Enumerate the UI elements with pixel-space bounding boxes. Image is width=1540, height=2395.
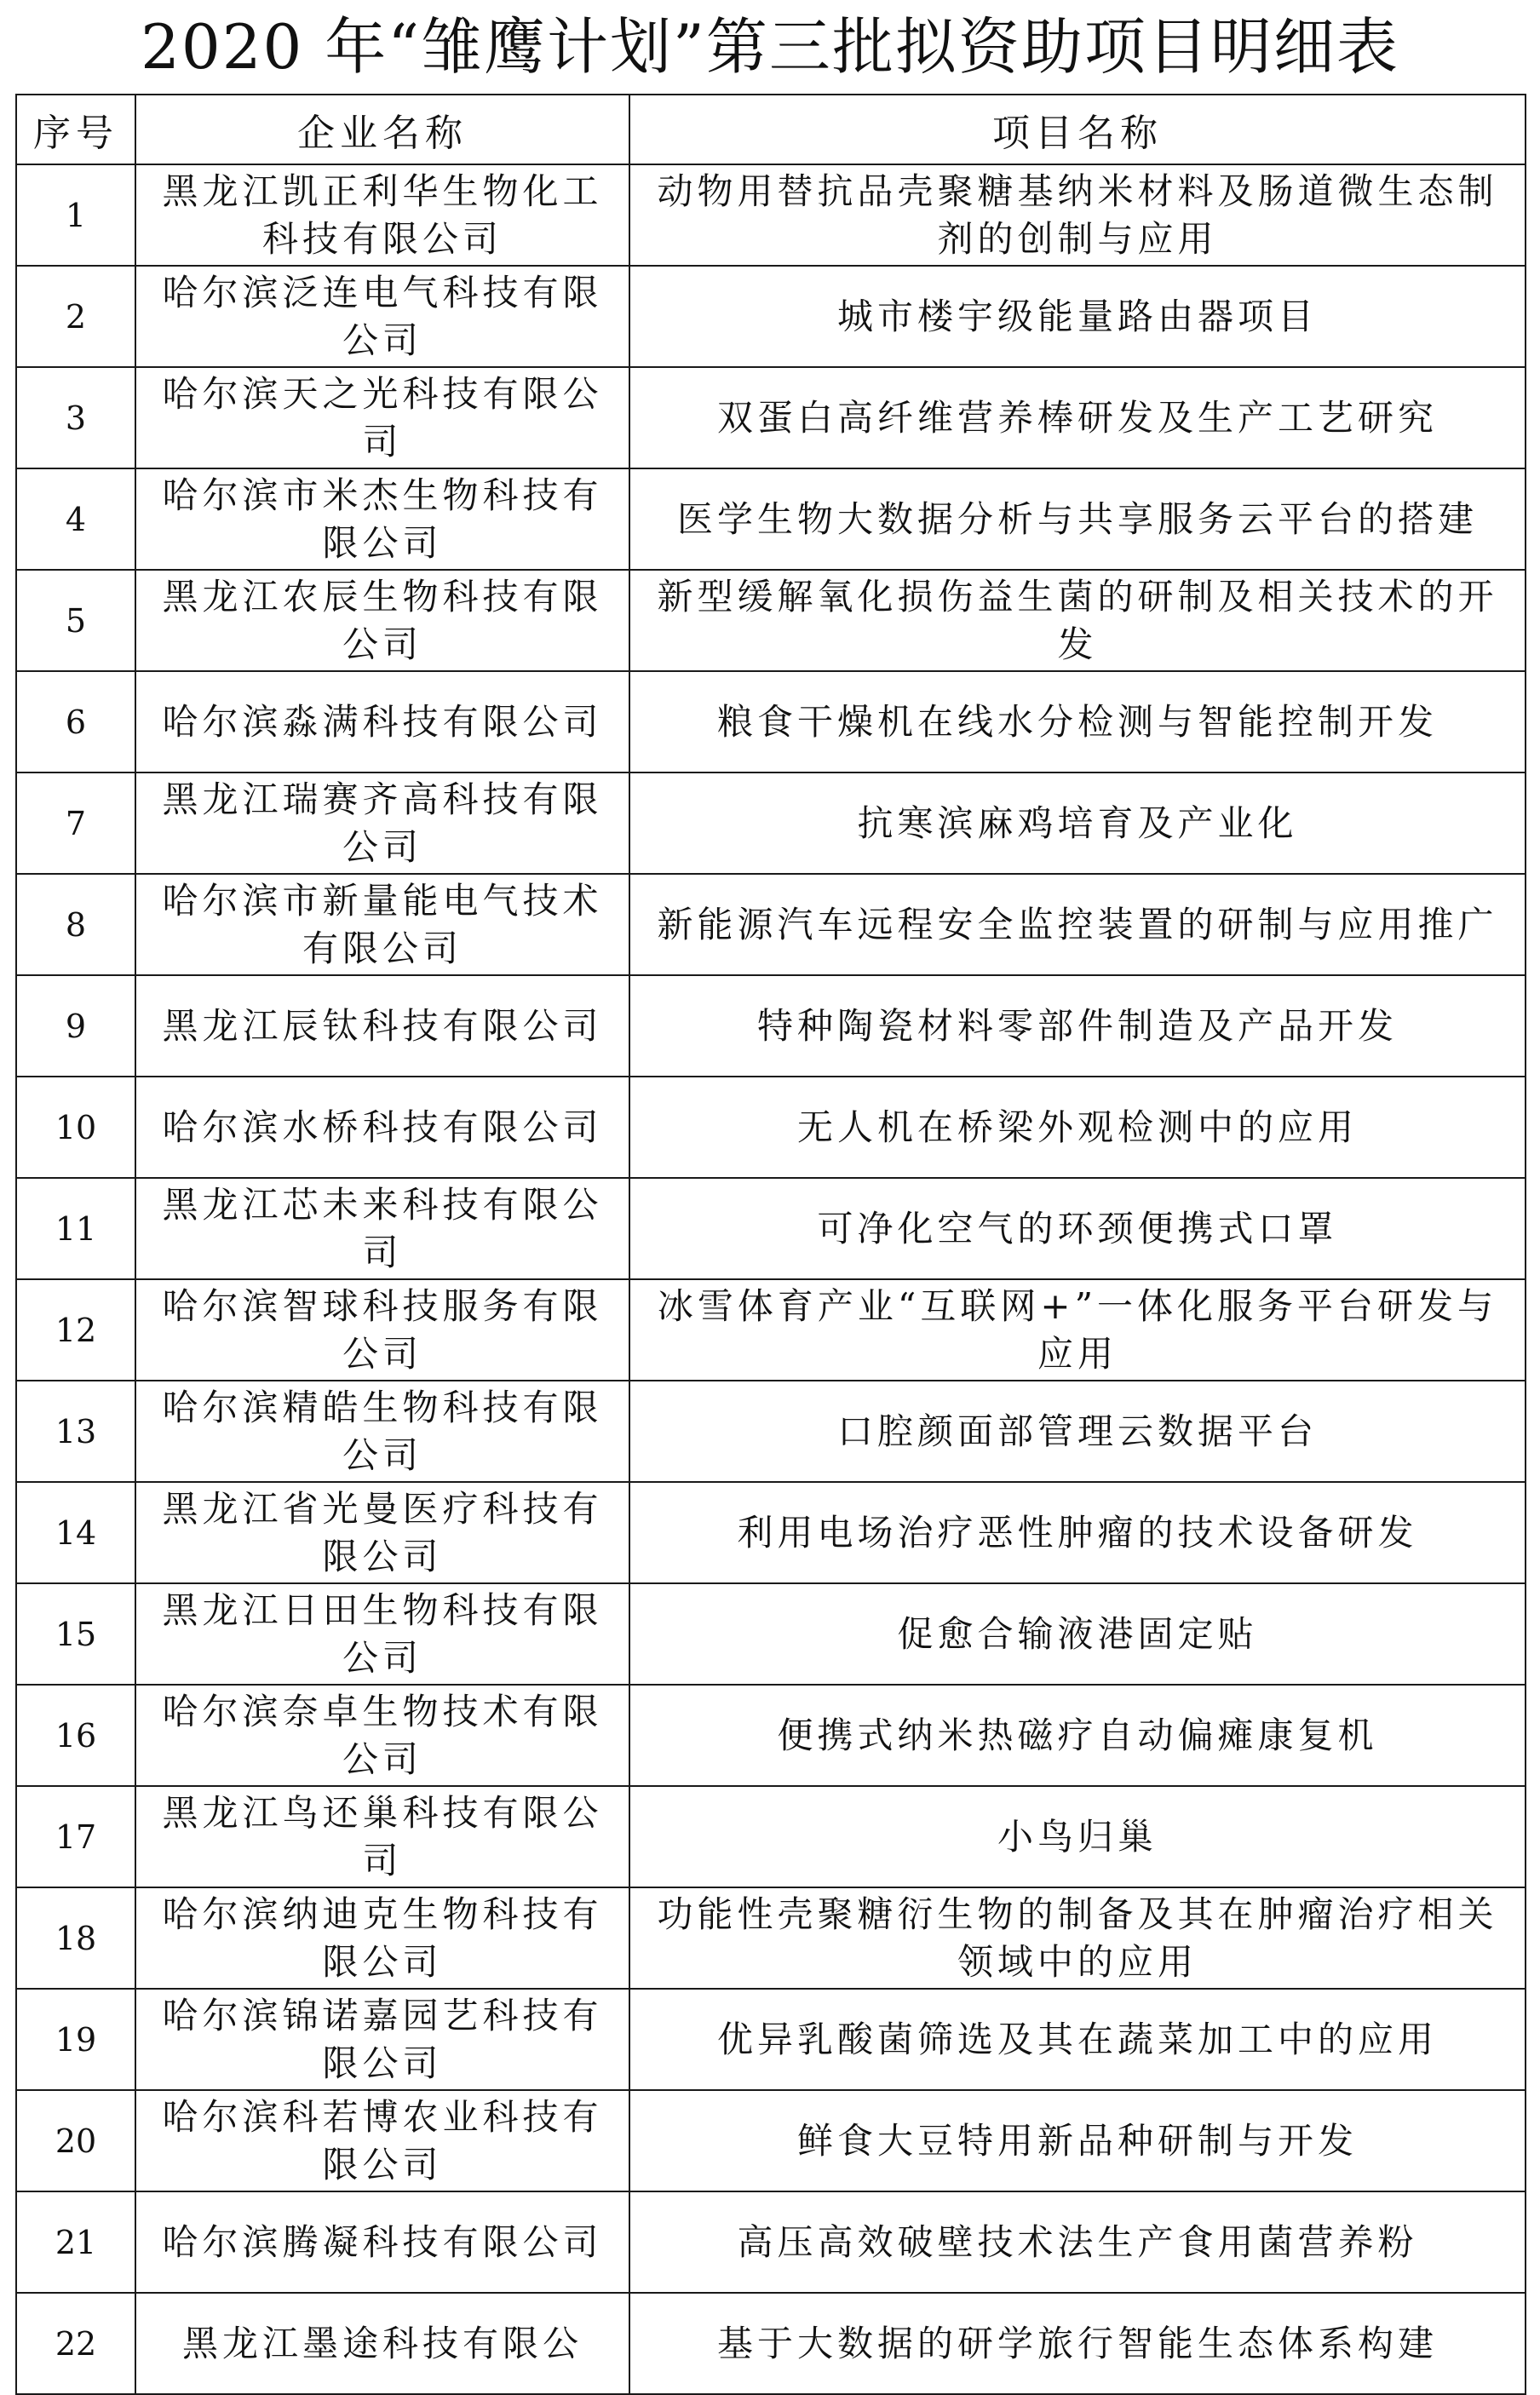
cell-company-name: 哈尔滨奈卓生物技术有限公司 xyxy=(135,1685,629,1786)
table-row xyxy=(16,367,1526,468)
cell-serial-number: 16 xyxy=(16,1685,135,1786)
cell-project-name: 便携式纳米热磁疗自动偏瘫康复机 xyxy=(629,1685,1526,1786)
cell-serial-number: 18 xyxy=(16,1887,135,1989)
header-serial-number: 序号 xyxy=(16,95,135,164)
table-row xyxy=(16,570,1526,671)
cell-company-name: 黑龙江省光曼医疗科技有限公司 xyxy=(135,1482,629,1583)
cell-company-name: 黑龙江辰钛科技有限公司 xyxy=(135,975,629,1077)
table-row xyxy=(16,1381,1526,1482)
cell-project-name: 抗寒滨麻鸡培育及产业化 xyxy=(629,772,1526,874)
cell-project-name: 高压高效破壁技术法生产食用菌营养粉 xyxy=(629,2191,1526,2293)
cell-serial-number: 5 xyxy=(16,570,135,671)
cell-serial-number: 10 xyxy=(16,1077,135,1178)
cell-project-name: 可净化空气的环颈便携式口罩 xyxy=(629,1178,1526,1279)
cell-company-name: 哈尔滨水桥科技有限公司 xyxy=(135,1077,629,1178)
cell-company-name: 哈尔滨市新量能电气技术有限公司 xyxy=(135,874,629,975)
table-row xyxy=(16,2090,1526,2191)
cell-serial-number: 20 xyxy=(16,2090,135,2191)
table-row xyxy=(16,1887,1526,1989)
table-row xyxy=(16,1786,1526,1887)
cell-serial-number: 9 xyxy=(16,975,135,1077)
table-row xyxy=(16,772,1526,874)
cell-project-name: 新型缓解氧化损伤益生菌的研制及相关技术的开发 xyxy=(629,570,1526,671)
table-row xyxy=(16,1279,1526,1381)
cell-serial-number: 1 xyxy=(16,164,135,266)
cell-serial-number: 4 xyxy=(16,468,135,570)
cell-project-name: 口腔颜面部管理云数据平台 xyxy=(629,1381,1526,1482)
page-title: 2020 年“雏鹰计划”第三批拟资助项目明细表 xyxy=(141,11,1399,83)
cell-serial-number: 19 xyxy=(16,1989,135,2090)
table-row xyxy=(16,1178,1526,1279)
cell-project-name: 无人机在桥梁外观检测中的应用 xyxy=(629,1077,1526,1178)
cell-serial-number: 12 xyxy=(16,1279,135,1381)
cell-serial-number: 8 xyxy=(16,874,135,975)
cell-project-name: 特种陶瓷材料零部件制造及产品开发 xyxy=(629,975,1526,1077)
cell-company-name: 黑龙江芯未来科技有限公司 xyxy=(135,1178,629,1279)
table-row xyxy=(16,2293,1526,2394)
table-row xyxy=(16,1989,1526,2090)
cell-company-name: 哈尔滨科若博农业科技有限公司 xyxy=(135,2090,629,2191)
cell-project-name: 医学生物大数据分析与共享服务云平台的搭建 xyxy=(629,468,1526,570)
cell-project-name: 利用电场治疗恶性肿瘤的技术设备研发 xyxy=(629,1482,1526,1583)
cell-serial-number: 17 xyxy=(16,1786,135,1887)
table-row xyxy=(16,874,1526,975)
cell-project-name: 促愈合输液港固定贴 xyxy=(629,1583,1526,1685)
table-row xyxy=(16,2191,1526,2293)
cell-serial-number: 14 xyxy=(16,1482,135,1583)
grant-table xyxy=(15,94,1526,2395)
cell-serial-number: 15 xyxy=(16,1583,135,1685)
cell-project-name: 新能源汽车远程安全监控装置的研制与应用推广 xyxy=(629,874,1526,975)
cell-company-name: 哈尔滨智球科技服务有限公司 xyxy=(135,1279,629,1381)
table-header-row xyxy=(16,95,1526,164)
cell-company-name: 哈尔滨市米杰生物科技有限公司 xyxy=(135,468,629,570)
cell-company-name: 哈尔滨淼满科技有限公司 xyxy=(135,671,629,772)
cell-company-name: 黑龙江鸟还巢科技有限公司 xyxy=(135,1786,629,1887)
table-row xyxy=(16,164,1526,266)
table-row xyxy=(16,1077,1526,1178)
table-row xyxy=(16,1583,1526,1685)
table-row xyxy=(16,266,1526,367)
cell-serial-number: 2 xyxy=(16,266,135,367)
cell-company-name: 黑龙江凯正利华生物化工科技有限公司 xyxy=(135,164,629,266)
cell-project-name: 粮食干燥机在线水分检测与智能控制开发 xyxy=(629,671,1526,772)
cell-company-name: 哈尔滨泛连电气科技有限公司 xyxy=(135,266,629,367)
cell-serial-number: 3 xyxy=(16,367,135,468)
cell-company-name: 黑龙江墨途科技有限公 xyxy=(135,2293,629,2394)
cell-company-name: 黑龙江农辰生物科技有限公司 xyxy=(135,570,629,671)
cell-project-name: 城市楼宇级能量路由器项目 xyxy=(629,266,1526,367)
cell-company-name: 哈尔滨腾凝科技有限公司 xyxy=(135,2191,629,2293)
cell-company-name: 哈尔滨纳迪克生物科技有限公司 xyxy=(135,1887,629,1989)
cell-serial-number: 11 xyxy=(16,1178,135,1279)
cell-serial-number: 22 xyxy=(16,2293,135,2394)
table-row xyxy=(16,975,1526,1077)
header-project-name: 项目名称 xyxy=(629,95,1526,164)
cell-project-name: 优异乳酸菌筛选及其在蔬菜加工中的应用 xyxy=(629,1989,1526,2090)
table-row xyxy=(16,468,1526,570)
cell-project-name: 基于大数据的研学旅行智能生态体系构建 xyxy=(629,2293,1526,2394)
cell-project-name: 冰雪体育产业“互联网+”一体化服务平台研发与应用 xyxy=(629,1279,1526,1381)
cell-serial-number: 21 xyxy=(16,2191,135,2293)
table-row xyxy=(16,1685,1526,1786)
header-company-name: 企业名称 xyxy=(135,95,629,164)
cell-project-name: 双蛋白高纤维营养棒研发及生产工艺研究 xyxy=(629,367,1526,468)
cell-company-name: 黑龙江日田生物科技有限公司 xyxy=(135,1583,629,1685)
cell-company-name: 哈尔滨精皓生物科技有限公司 xyxy=(135,1381,629,1482)
cell-company-name: 哈尔滨锦诺嘉园艺科技有限公司 xyxy=(135,1989,629,2090)
cell-company-name: 黑龙江瑞赛齐高科技有限公司 xyxy=(135,772,629,874)
cell-project-name: 小鸟归巢 xyxy=(629,1786,1526,1887)
table-row xyxy=(16,671,1526,772)
cell-project-name: 动物用替抗品壳聚糖基纳米材料及肠道微生态制剂的创制与应用 xyxy=(629,164,1526,266)
cell-project-name: 鲜食大豆特用新品种研制与开发 xyxy=(629,2090,1526,2191)
cell-serial-number: 13 xyxy=(16,1381,135,1482)
table-body xyxy=(16,164,1526,2394)
cell-serial-number: 6 xyxy=(16,671,135,772)
cell-company-name: 哈尔滨天之光科技有限公司 xyxy=(135,367,629,468)
cell-serial-number: 7 xyxy=(16,772,135,874)
cell-project-name: 功能性壳聚糖衍生物的制备及其在肿瘤治疗相关领域中的应用 xyxy=(629,1887,1526,1989)
table-row xyxy=(16,1482,1526,1583)
